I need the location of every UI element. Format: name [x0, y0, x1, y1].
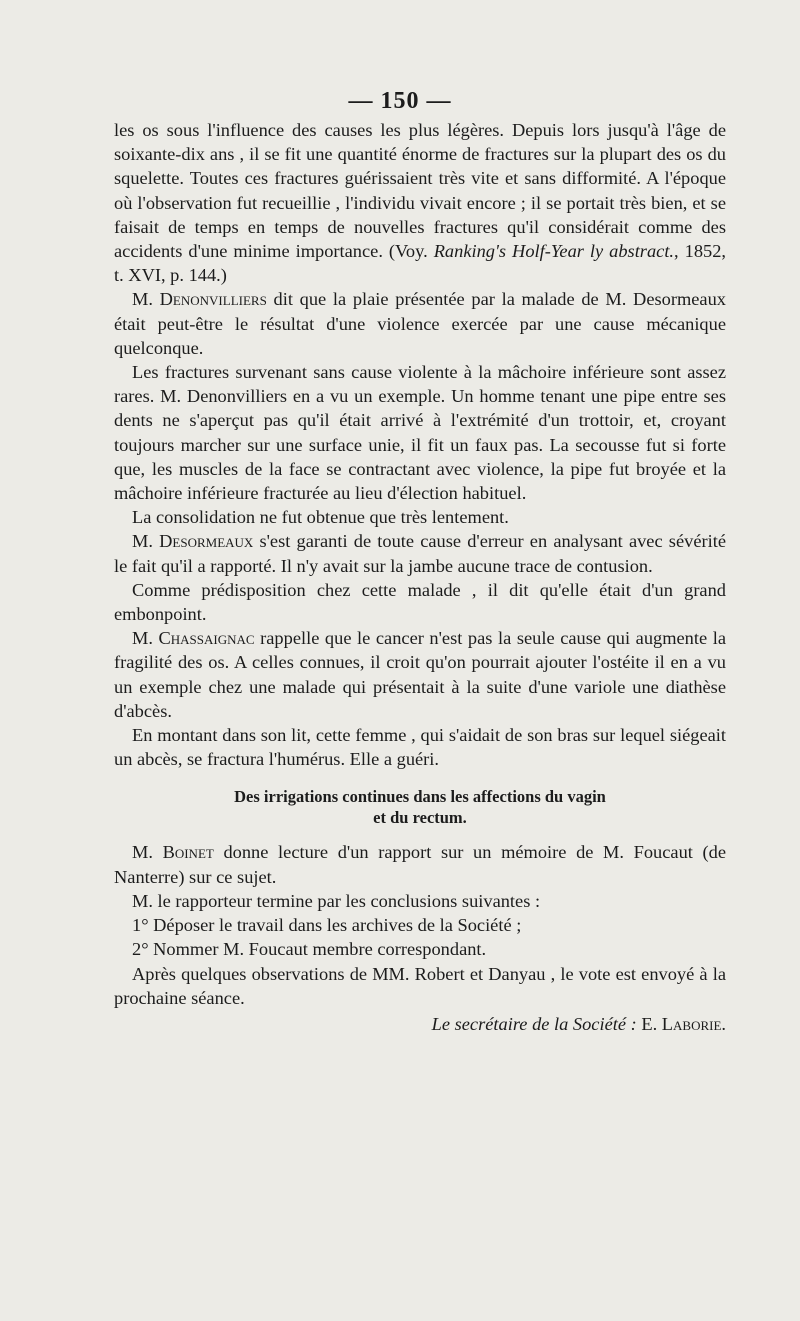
page-number: — 150 —: [348, 88, 452, 114]
paragraph-2-text: dit que la plaie présentée par la malade de M. Desormeaux était peut-être le résultat d'une violence exercée par une cause mécanique quelconque.: [114, 289, 726, 358]
conclusion-1: 1° Déposer le travail dans les archives de la Société ;: [132, 915, 522, 936]
paragraph-9-text: donne lecture d'un rapport sur un mémoire de M. Foucaut (de Nanterre) sur ce sujet.: [114, 842, 726, 887]
paragraph-8: En montant dans son lit, cette femme , qui s'aidait de son bras sur lequel siégeait un abcès, se fractura l'humérus. Elle a guéri.: [114, 725, 726, 770]
conclusion-2: 2° Nommer M. Foucaut membre correspondant.: [132, 939, 487, 960]
signature-name: E. Laborie.: [636, 1013, 726, 1034]
signature: [114, 1012, 726, 1036]
speaker-chassaignac: M. Chassaignac: [132, 628, 255, 649]
body-text: [114, 118, 726, 1036]
reference-title: Ranking's Holf-Year ly abstract.: [433, 241, 675, 262]
paragraph-5: [114, 529, 726, 577]
section-title: [114, 786, 726, 828]
paragraph-2: [114, 287, 726, 360]
paragraph-7-text: rappelle que le cancer n'est pas la seule cause qui augmente la fragilité des os. A celles connues, il croit qu'on pourrait ajouter l'ostéite il en a vu un exemple chez une malade qui présentait à la suite d'une variole une diathèse d'abcès.: [114, 628, 726, 721]
section-title-line-2: et du rectum.: [373, 808, 467, 828]
paragraph-1: [114, 118, 726, 287]
paragraph-4: La consolidation ne fut obtenue que très lentement.: [132, 507, 509, 528]
speaker-desormeaux: M. Desormeaux: [132, 531, 254, 552]
signature-label: Le secrétaire de la Société :: [431, 1013, 637, 1034]
paragraph-3: Les fractures survenant sans cause violente à la mâchoire inférieure sont assez rares. M. Denonvilliers en a vu un exemple. Un homme tenant une pipe entre ses dents ne s'aperçut pas qu'il était arrivé à l'extrémité d'un trottoir, et, croyant toujours marcher sur une surface unie, il fit un faux pas. La secousse fut si forte que, les muscles de la face se contractant avec violence, la pipe fut broyée et la mâchoire inférieure fracturée au lieu d'élection habituel.: [114, 362, 726, 504]
paragraph-7: [114, 626, 726, 723]
speaker-denonvilliers: M. Denonvilliers: [132, 289, 267, 310]
paragraph-6: Comme prédisposition chez cette malade , il dit qu'elle était d'un grand embonpoint.: [114, 579, 726, 625]
paragraph-5-text: s'est garanti de toute cause d'erreur en analysant avec sévérité le fait qu'il a rapporté. Il n'y avait sur la jambe aucune trace de contusion.: [114, 531, 726, 576]
paragraph-9: [114, 840, 726, 888]
speaker-boinet: M. Boinet: [132, 842, 214, 863]
paragraph-13: Après quelques observations de MM. Robert et Danyau , le vote est envoyé à la prochaine séance.: [114, 963, 726, 1008]
paragraph-1-text: les os sous l'influence des causes les plus légères. Depuis lors jusqu'à l'âge de soixante-dix ans , il se fit une quantité énorme de fractures sur la plupart des os du squelette. Toutes ces fractures guérissaient très vite et sans difformité. A l'époque où l'observation fut recueillie , l'individu vivait encore ; il se portait très bien, et se faisait de temps en temps de nouvelles fractures qu'il considérait comme des accidents d'une minime importance. (Voy.: [114, 120, 726, 262]
paragraph-10: M. le rapporteur termine par les conclusions suivantes :: [132, 890, 541, 911]
reference-details: , 1852, t. XVI, p. 144.): [114, 241, 726, 286]
section-title-line-1: Des irrigations continues dans les affections du vagin: [234, 787, 606, 807]
